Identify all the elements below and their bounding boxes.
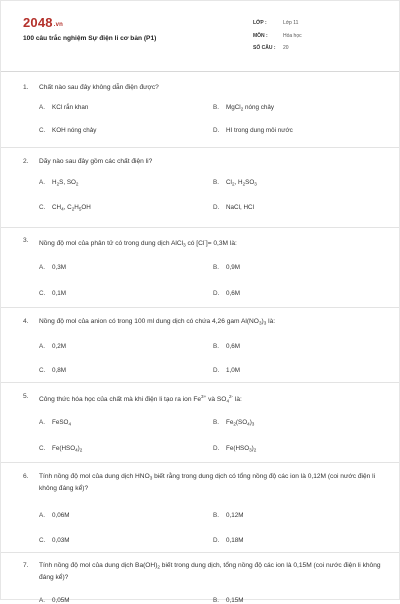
- option-text: FeSO$_4$: [52, 419, 72, 427]
- question-number: 6.: [23, 473, 29, 480]
- question-5: [23, 392, 383, 407]
- option-letter: A.: [39, 264, 45, 271]
- option-letter: D.: [213, 367, 220, 374]
- answer-option[interactable]: [39, 537, 70, 544]
- question-stem: Tính nồng độ mol của dung dịch $Ba(OH)_2$ biết trong dung dịch, tổng nồng độ các ion là 0,15M (coi nước điện li không đáng kể)?: [39, 562, 381, 581]
- option-text: $Fe_2(SO_4)_3$: [226, 419, 255, 427]
- option-letter: D.: [213, 290, 220, 297]
- option-letter: C.: [39, 204, 46, 211]
- option-letter: D.: [213, 537, 220, 544]
- question-6: [23, 472, 383, 494]
- meta-value: Hóa học: [283, 32, 302, 39]
- answer-option[interactable]: [39, 512, 70, 519]
- answer-option[interactable]: [213, 104, 274, 112]
- option-text: 0,05M: [52, 597, 70, 604]
- question-divider: [1, 227, 399, 228]
- option-letter: A.: [39, 179, 45, 186]
- answer-option[interactable]: [213, 290, 240, 297]
- option-text: HI trong dung môi nước: [226, 127, 293, 134]
- answer-option[interactable]: [39, 367, 66, 374]
- question-2: [23, 157, 383, 167]
- question-list: [1, 1, 400, 604]
- answer-option[interactable]: [213, 343, 240, 350]
- option-text: 0,12M: [226, 512, 244, 519]
- question-number: 4.: [23, 318, 29, 325]
- answer-option[interactable]: [213, 445, 256, 453]
- answer-option[interactable]: [213, 204, 254, 211]
- option-text: 0,8M: [52, 367, 66, 374]
- option-text: 0,9M: [226, 264, 240, 271]
- answer-option[interactable]: [39, 343, 66, 350]
- option-letter: A.: [39, 419, 45, 426]
- option-text: 0,6M: [226, 290, 240, 297]
- option-letter: D.: [213, 127, 220, 134]
- answer-option[interactable]: [213, 419, 254, 427]
- option-letter: C.: [39, 127, 46, 134]
- question-number: 5.: [23, 393, 29, 400]
- option-text: 0,18M: [226, 537, 244, 544]
- option-text: $Cl_2$, $H_2SO_3$: [226, 179, 257, 187]
- option-letter: B.: [213, 597, 219, 604]
- option-text: 0,03M: [52, 537, 70, 544]
- question-stem: Tính nồng độ mol của dung dịch $HNO_3$ biết rằng trong dung dịch có tổng nồng độ các ion là 0,12M (coi nước điện li không đáng kể)?: [39, 473, 376, 492]
- option-letter: A.: [39, 343, 45, 350]
- option-text: 0,3M: [52, 264, 66, 271]
- question-7: [23, 561, 383, 583]
- question-3: [23, 236, 383, 251]
- answer-option[interactable]: [39, 264, 66, 271]
- option-letter: B.: [213, 343, 219, 350]
- option-text: 0,1M: [52, 290, 66, 297]
- option-text: 0,06M: [52, 512, 70, 519]
- question-4: [23, 317, 383, 329]
- option-letter: B.: [213, 419, 219, 426]
- question-1: [23, 83, 383, 93]
- option-text: MgCl$_2$ nóng chảy: [226, 104, 275, 112]
- option-letter: C.: [39, 367, 46, 374]
- question-stem: Nồng độ mol của phân tử có trong dung dịch AlCl$_3$ có [Cl-]= 0,3M là:: [39, 238, 237, 248]
- option-letter: B.: [213, 512, 219, 519]
- answer-option[interactable]: [39, 204, 91, 212]
- answer-option[interactable]: [39, 290, 66, 297]
- option-text: $Fe(HSO_3)_2$: [226, 445, 257, 453]
- option-letter: B.: [213, 104, 219, 111]
- option-letter: A.: [39, 104, 45, 111]
- question-divider: [1, 307, 399, 308]
- logo-text: 2048: [23, 15, 53, 30]
- worksheet-title: 100 câu trắc nghiệm Sự điện li cơ bản (P1): [23, 35, 157, 42]
- answer-option[interactable]: [39, 419, 71, 427]
- option-text: 1,0M: [226, 367, 240, 374]
- answer-option[interactable]: [213, 597, 244, 604]
- answer-option[interactable]: [39, 179, 78, 187]
- option-letter: A.: [39, 512, 45, 519]
- option-letter: C.: [39, 537, 46, 544]
- question-number: 2.: [23, 158, 29, 165]
- answer-option[interactable]: [39, 127, 96, 134]
- answer-option[interactable]: [213, 127, 293, 134]
- option-text: KOH nóng chảy: [52, 127, 97, 134]
- question-stem: Công thức hóa học của chất mà khi điện li tạo ra ion $Fe^{3+}$ và $SO_4^{2-}$ là:: [39, 394, 242, 404]
- meta-value: Lớp 11: [283, 20, 299, 26]
- meta-label: MÔN :: [253, 32, 268, 39]
- question-stem: Chất nào sau đây không dẫn điện được?: [39, 84, 159, 91]
- answer-option[interactable]: [213, 537, 244, 544]
- option-letter: C.: [39, 290, 46, 297]
- option-letter: B.: [213, 264, 219, 271]
- answer-option[interactable]: [213, 179, 257, 187]
- meta-value: 20: [283, 45, 289, 51]
- logo-suffix: .vn: [53, 22, 64, 28]
- option-text: 0,2M: [52, 343, 66, 350]
- option-letter: D.: [213, 204, 220, 211]
- option-text: $CH_4$, $C_2H_5OH$: [52, 204, 91, 212]
- question-number: 7.: [23, 562, 29, 569]
- question-number: 3.: [23, 237, 29, 244]
- answer-option[interactable]: [39, 597, 70, 604]
- option-text: NaCl, HCl: [226, 204, 254, 211]
- question-divider: [1, 462, 399, 463]
- option-text: 0,6M: [226, 343, 240, 350]
- question-divider: [1, 382, 399, 383]
- option-text: 0,15M: [226, 597, 244, 604]
- option-letter: A.: [39, 597, 45, 604]
- meta-label: SỐ CÂU :: [253, 45, 276, 51]
- answer-option[interactable]: [213, 264, 240, 271]
- answer-option[interactable]: [213, 367, 240, 374]
- option-text: $H_2S$, $SO_2$: [52, 179, 79, 187]
- question-stem: Dãy nào sau đây gồm các chất điện li?: [39, 158, 153, 165]
- question-divider: [1, 552, 399, 553]
- option-text: $Fe(HSO_4)_2$: [52, 445, 83, 453]
- question-divider: [1, 147, 399, 148]
- option-letter: B.: [213, 179, 219, 186]
- answer-option[interactable]: [213, 512, 244, 519]
- question-number: 1.: [23, 84, 29, 91]
- meta-label: LỚP :: [253, 20, 267, 26]
- option-letter: C.: [39, 445, 46, 452]
- option-text: KCl rắn khan: [52, 104, 89, 111]
- option-letter: D.: [213, 445, 220, 452]
- answer-option[interactable]: [39, 104, 88, 111]
- question-stem: Nồng độ mol của anion có trong 100 ml dung dịch có chứa 4,26 gam $Al(NO_3)_3$ là:: [39, 318, 276, 326]
- answer-option[interactable]: [39, 445, 82, 453]
